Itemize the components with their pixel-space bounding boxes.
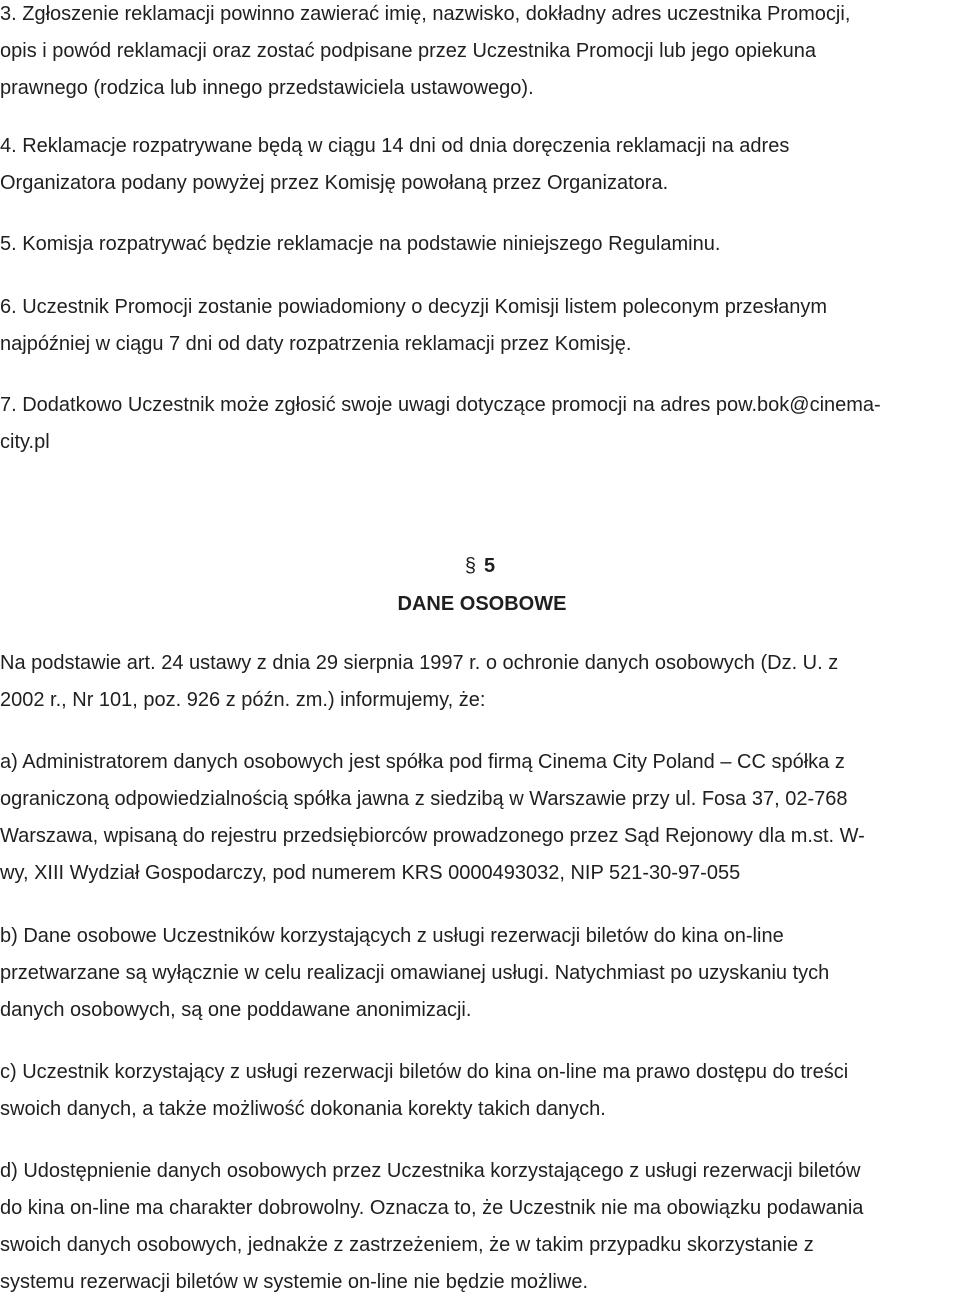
data-paragraph-c-line-2: swoich danych, a także możliwość dokonania korekty takich danych. xyxy=(0,1098,606,1120)
data-paragraph-c-line-1: c) Uczestnik korzystający z usługi rezerwacji biletów do kina on-line ma prawo dostępu do treści xyxy=(0,1061,849,1083)
section-symbol: § xyxy=(464,555,476,577)
data-paragraph-b-line-1: b) Dane osobowe Uczestników korzystających z usługi rezerwacji biletów do kina on-line xyxy=(0,925,784,947)
data-paragraph-b xyxy=(0,918,958,1029)
paragraph-3-line-3: prawnego (rodzica lub innego przedstawiciela ustawowego). xyxy=(0,77,534,99)
data-paragraph-a-line-2: ograniczoną odpowiedzialnością spółka jawna z siedzibą w Warszawie przy ul. Fosa 37, 02-768 xyxy=(0,788,848,810)
paragraph-4 xyxy=(0,128,958,202)
paragraph-3-line-2: opis i powód reklamacji oraz zostać podpisane przez Uczestnika Promocji lub jego opiekuna xyxy=(0,40,816,62)
paragraph-7-line-2: city.pl xyxy=(0,431,50,453)
paragraph-5 xyxy=(0,226,958,263)
paragraph-6-line-1: 6. Uczestnik Promocji zostanie powiadomiony o decyzji Komisji listem poleconym przesłanym xyxy=(0,296,827,318)
data-paragraph-a-line-4: wy, XIII Wydział Gospodarczy, pod numerem KRS 0000493032, NIP 521-30-97-055 xyxy=(0,862,741,884)
paragraph-3 xyxy=(0,0,958,107)
data-paragraph-d-line-1: d) Udostępnienie danych osobowych przez Uczestnika korzystającego z usługi rezerwacji biletów xyxy=(0,1160,861,1182)
data-paragraph-a xyxy=(0,744,958,892)
paragraph-5-line-1: 5. Komisja rozpatrywać będzie reklamacje na podstawie niniejszego Regulaminu. xyxy=(0,233,721,255)
data-paragraph-c xyxy=(0,1054,958,1128)
section-number xyxy=(0,549,960,583)
section-number-value: 5 xyxy=(484,555,496,577)
data-intro-line-2: 2002 r., Nr 101, poz. 926 z późn. zm.) informujemy, że: xyxy=(0,689,486,711)
data-paragraph-b-line-2: przetwarzane są wyłącznie w celu realizacji omawianej usługi. Natychmiast po uzyskaniu tych xyxy=(0,962,830,984)
data-paragraph-a-line-3: Warszawa, wpisaną do rejestru przedsiębiorców prowadzonego przez Sąd Rejonowy dla m.st. W- xyxy=(0,825,865,847)
paragraph-3-line-1: 3. Zgłoszenie reklamacji powinno zawierać imię, nazwisko, dokładny adres uczestnika Promocji, xyxy=(0,3,851,25)
data-paragraph-d-line-2: do kina on-line ma charakter dobrowolny. Oznacza to, że Uczestnik nie ma obowiązku podawania xyxy=(0,1197,864,1219)
data-paragraph-d-line-4: systemu rezerwacji biletów w systemie on-line nie będzie możliwe. xyxy=(0,1271,588,1293)
paragraph-4-line-1: 4. Reklamacje rozpatrywane będą w ciągu 14 dni od dnia doręczenia reklamacji na adres xyxy=(0,135,790,157)
data-paragraph-d xyxy=(0,1153,958,1301)
paragraph-7 xyxy=(0,387,958,461)
data-paragraph-b-line-3: danych osobowych, są one poddawane anonimizacji. xyxy=(0,999,472,1021)
data-paragraph-a-line-1: a) Administratorem danych osobowych jest spółka pod firmą Cinema City Poland – CC spółka z xyxy=(0,751,845,773)
paragraph-6 xyxy=(0,289,958,363)
paragraph-6-line-2: najpóźniej w ciągu 7 dni od daty rozpatrzenia reklamacji przez Komisję. xyxy=(0,333,632,355)
paragraph-7-line-1: 7. Dodatkowo Uczestnik może zgłosić swoje uwagi dotyczące promocji na adres pow.bok@cinema- xyxy=(0,394,881,416)
paragraph-4-line-2: Organizatora podany powyżej przez Komisję powołaną przez Organizatora. xyxy=(0,172,669,194)
section-title: DANE OSOBOWE xyxy=(397,593,567,615)
data-intro-paragraph xyxy=(0,645,958,719)
data-intro-line-1: Na podstawie art. 24 ustawy z dnia 29 sierpnia 1997 r. o ochronie danych osobowych (Dz. U. z xyxy=(0,652,839,674)
data-paragraph-d-line-3: swoich danych osobowych, jednakże z zastrzeżeniem, że w takim przypadku skorzystanie z xyxy=(0,1234,814,1256)
